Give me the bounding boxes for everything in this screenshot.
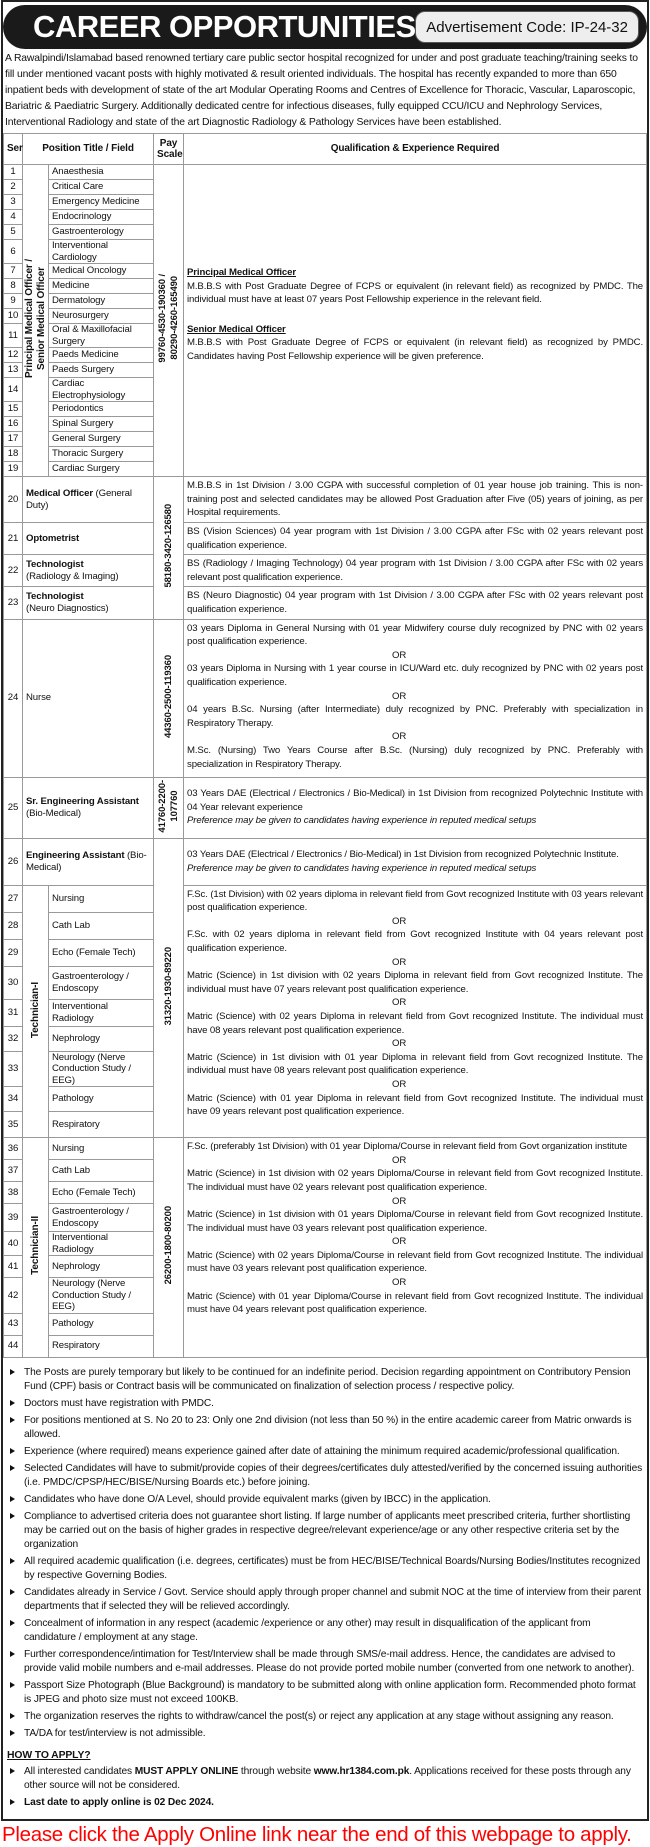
note-item: Concealment of information in any respect (academic /experience or any other) may result in disqualification of the applicant from candidature / employment at any stage. [7, 1617, 643, 1645]
field-name [49, 1278, 154, 1314]
field-name-text: Thoracic Surgery [52, 448, 124, 460]
position-title-bold: Engineering Assistant [26, 850, 125, 862]
field-name [49, 195, 154, 210]
field-name [49, 363, 154, 378]
last-date [7, 1796, 643, 1810]
preference-note: Preference may be given to candidates having experience in reputed medical setups [187, 862, 537, 874]
qualification-option: Matric (Science) in 1st division with 02 years Diploma in relevant field from Govt recognized Institute. The individual must have 07 years relevant post qualification experience. [187, 970, 643, 995]
or-separator: OR [392, 1154, 407, 1166]
field-name [49, 1112, 154, 1138]
qualification [184, 555, 647, 587]
apply-online-notice: Please click the Apply Online link near the end of this webpage to apply. [2, 1822, 632, 1846]
ser-number: 28 [4, 912, 23, 939]
qualification-option: Matric (Science) with 01 year Diploma/Course in relevant field from Govt recognized Institute. The individual must have 04 years relevant post qualification experience. [187, 1290, 643, 1316]
note-item: Doctors must have registration with PMDC. [7, 1397, 643, 1411]
qualification-text: BS (Vision Sciences) 04 year program with 1st Division / 3.00 CGPA after FSc with 02 years relevant post qualification experience. [187, 526, 643, 551]
position-subtitle: (Bio-Medical) [26, 850, 147, 873]
field-name-text: Pathology [52, 1093, 94, 1105]
field-name [49, 180, 154, 195]
ser-number: 3 [4, 195, 23, 210]
position-title-bold: Technologist [26, 591, 84, 603]
field-name-text: Nephrology [52, 1260, 100, 1272]
qualification [184, 523, 647, 555]
ser-number: 25 [4, 777, 23, 838]
note-item: All required academic qualification (i.e. degrees, certificates) must be from HEC/BISE/Technical Boards/Nursing Bodies/Institutes recognized by respective Governing Bodies. [7, 1555, 643, 1583]
field-name-text: Gastroenterology [52, 226, 124, 238]
field-name [49, 999, 154, 1026]
ser-number: 44 [4, 1335, 23, 1357]
field-name [49, 324, 154, 348]
qualification-option: Matric (Science) with 02 years Diploma/Course in relevant field from Govt recognized Institute. The individual must have 03 years relevant post qualification experience. [187, 1249, 643, 1275]
field-name-text: Medicine [52, 280, 90, 292]
pay-scale [154, 777, 184, 838]
ser-number: 31 [4, 999, 23, 1026]
or-separator: OR [392, 649, 407, 661]
pay-scale [154, 165, 184, 477]
position-title-bold: Technologist [26, 559, 84, 571]
pay-scale-text: 41760-2200- 107760 [156, 779, 180, 833]
ser-number: 16 [4, 417, 23, 432]
ser-number: 5 [4, 225, 23, 240]
field-name [49, 1138, 154, 1160]
qualification-text: M.B.B.S with Post Graduate Degree of FCPS or equivalent (in relevant field) as recognized by PMDC. Candidates having Post Fellowship experience will be given preference. [187, 337, 643, 362]
qualification [184, 838, 647, 885]
field-name [49, 165, 154, 180]
qualification-option: 04 years B.Sc. Nursing (after Intermediate) duly recognized by PNC. Preferably with specialization in Respiratory Therapy. [187, 704, 643, 729]
advertisement-code-badge: Advertisement Code: IP-24-32 [415, 11, 639, 43]
field-name [49, 210, 154, 225]
qualification-option: Matric (Science) in 1st division with 01 years Diploma/Course in relevant field from Govt recognized Institute. The individual must have 03 years relevant post qualification experience. [187, 1209, 643, 1234]
field-name [49, 966, 154, 999]
field-name-text: Echo (Female Tech) [52, 1186, 136, 1198]
field-name-text: Cardiac Electrophysiology [52, 378, 126, 401]
pay-scale-text: 58180-3420-126580 [162, 504, 174, 588]
field-name [49, 1232, 154, 1256]
ser-number: 19 [4, 462, 23, 477]
field-name [49, 309, 154, 324]
ser-number: 29 [4, 939, 23, 966]
qualification-option: Matric (Science) in 1st division with 02 years Diploma/Course in relevant field from Govt recognized Institute. The individual must have 02 years relevant post qualification experience. [187, 1168, 643, 1193]
ser-number: 10 [4, 309, 23, 324]
field-name [49, 447, 154, 462]
qualification [184, 165, 647, 477]
field-name [49, 348, 154, 363]
field-name-text: Interventional Radiology [52, 1232, 108, 1255]
notes-list [7, 1366, 643, 1741]
col-ser: Ser [4, 134, 23, 165]
ser-number: 35 [4, 1112, 23, 1138]
field-name [49, 378, 154, 402]
field-name-text: Paeds Surgery [52, 364, 114, 376]
header-banner [3, 5, 647, 49]
apply-text: . Applications received for these posts through any other source will not be considered. [24, 1765, 631, 1791]
position-group-label-text: Technician-II [29, 1216, 41, 1276]
position-title [23, 523, 154, 555]
field-name-text: Critical Care [52, 181, 104, 193]
positions-table [3, 133, 647, 1358]
or-separator: OR [392, 1195, 407, 1207]
col-pay: Pay Scale [154, 134, 184, 165]
field-name-text: Endocrinology [52, 211, 112, 223]
ser-number: 38 [4, 1182, 23, 1204]
field-name-text: Gastroenterology / Endoscopy [52, 971, 129, 994]
ser-number: 32 [4, 1026, 23, 1051]
pay-scale [154, 1138, 184, 1358]
page-title: CAREER OPPORTUNITIES [33, 9, 416, 44]
table-row [4, 838, 647, 885]
position-title [23, 619, 154, 777]
ser-number: 7 [4, 264, 23, 279]
field-name-text: Gastroenterology / Endoscopy [52, 1206, 129, 1229]
or-separator: OR [392, 731, 407, 743]
note-item: Compliance to advertised criteria does not guarantee short listing. If large number of applicants meet prescribed criteria, further shortlisting may be carried out on the basis of higher grades in respective degree/relevant experience/age or any other respective criteria set by the organization [7, 1510, 643, 1552]
table-row [4, 165, 647, 180]
ser-number: 24 [4, 619, 23, 777]
advertisement-frame [1, 0, 649, 1821]
field-name [49, 264, 154, 279]
ser-number: 41 [4, 1256, 23, 1278]
field-name-text: Neurosurgery [52, 310, 109, 322]
field-name-text: Respiratory [52, 1340, 100, 1352]
or-separator: OR [392, 1236, 407, 1248]
or-separator: OR [392, 956, 407, 968]
table-row [4, 477, 647, 523]
qualification-option: Matric (Science) in 1st division with 01 year Diploma in relevant field from Govt recognized Institute. The individual must have 08 years relevant post qualification experience. [187, 1051, 643, 1077]
table-row [4, 555, 647, 587]
qualification-option: 03 years Diploma in General Nursing with 01 year Midwifery course duly recognized by PNC with 02 years post qualification experience. [187, 622, 643, 648]
ser-number: 43 [4, 1313, 23, 1335]
field-name-text: Oral & Maxillofacial Surgery [52, 324, 132, 347]
pay-scale-text: 26200-1800-80200 [162, 1206, 174, 1285]
ser-number: 9 [4, 294, 23, 309]
position-title-bold: Medical Officer [26, 488, 93, 499]
qualification-text: M.B.B.S with Post Graduate Degree of FCPS or equivalent (in relevant field) as recognized by PMDC. The individual must have at least 07 years Post Fellowship experience in the relevant field. [187, 280, 643, 306]
ser-number: 27 [4, 885, 23, 912]
ser-number: 4 [4, 210, 23, 225]
field-name-text: Interventional Radiology [52, 1001, 108, 1024]
position-group-label-text: Principal Medical Officer / Senior Medical Officer [23, 259, 47, 379]
field-name-text: Pathology [52, 1318, 94, 1330]
note-item: Candidates who have done O/A Level, should provide equivalent marks (given by IBCC) in the application. [7, 1493, 643, 1507]
position-title [23, 777, 154, 838]
intro-paragraph: A Rawalpindi/Islamabad based renowned tertiary care public sector hospital recognized for under and post graduate teaching/training seeks to fill under mentioned vacant posts with highly motivated & result oriented individuals. The hospital has recently expanded to more than 650 inpatient beds with development of state of the art Modular Operating Rooms and Centres of Excellence for Thoracic, Vascular, Laparoscopic, Bariatric & Paediatric Surgery. Additionally dedicated centre for infectious diseases, fully equipped CCU/ICU and Nephrology Services, Interventional Radiology and state of the art Diagnostic Radiology & Pathology Services have been established. [5, 53, 638, 128]
ser-number: 21 [4, 523, 23, 555]
field-name [49, 912, 154, 939]
field-name [49, 417, 154, 432]
qualification-option: F.Sc. (1st Division) with 02 years diploma in relevant field from Govt recognized Institute with 03 years relevant post qualification experience. [187, 888, 643, 914]
field-name [49, 462, 154, 477]
field-name [49, 225, 154, 240]
position-subtitle: (Radiology & Imaging) [26, 570, 119, 582]
field-name-text: Cardiac Surgery [52, 463, 120, 475]
how-to-apply-heading: HOW TO APPLY? [7, 1749, 91, 1761]
ser-number: 1 [4, 165, 23, 180]
ser-number: 17 [4, 432, 23, 447]
qualification [184, 587, 647, 619]
field-name [49, 1026, 154, 1051]
field-name-text: Spinal Surgery [52, 418, 114, 430]
apply-text: through website [238, 1765, 314, 1777]
ser-number: 18 [4, 447, 23, 462]
ser-number: 15 [4, 402, 23, 417]
or-separator: OR [392, 1277, 407, 1289]
col-position: Position Title / Field [23, 134, 154, 165]
field-name [49, 432, 154, 447]
website-link[interactable]: www.hr1384.com.pk [313, 1765, 410, 1777]
preference-note: Preference may be given to candidates having experience in reputed medical setups [187, 815, 537, 827]
ser-number: 40 [4, 1232, 23, 1256]
qualification-option: M.Sc. (Nursing) Two Years Course after B.Sc. (Nursing) duly recognized by PNC. Preferably with specialization in Respiratory Therapy. [187, 744, 643, 770]
pay-scale-text: 99760-4530-190360 / 80290-4260-165490 [156, 274, 180, 364]
qualification-option: F.Sc. with 02 years diploma in relevant field from Govt recognized Institute with 04 years relevant post qualification experience. [187, 929, 643, 954]
field-name-text: Neurology (Nerve Conduction Study / EEG) [52, 1278, 131, 1313]
ser-number: 37 [4, 1160, 23, 1182]
field-name-text: Nursing [52, 892, 85, 904]
position-title [23, 555, 154, 587]
position-subtitle: (General Duty) [26, 488, 132, 511]
field-name-text: Respiratory [52, 1118, 100, 1130]
note-item: The organization reserves the rights to withdraw/cancel the post(s) or reject any application at any stage without assigning any reason. [7, 1710, 643, 1724]
field-name [49, 1182, 154, 1204]
qualification-text: M.B.B.S in 1st Division / 3.00 CGPA with successful completion of 01 year house job training. This is non-training post and selected candidates may be allowed Post Graduation after Five (05) years of joining, as per Hospital requirements. [187, 480, 643, 519]
qualification-option: F.Sc. (preferably 1st Division) with 01 year Diploma/Course in relevant field from Govt organization institute [187, 1141, 628, 1153]
position-group-label [23, 165, 49, 477]
field-name [49, 1051, 154, 1087]
table-row [4, 777, 647, 838]
or-separator: OR [392, 690, 407, 702]
qualification [184, 885, 647, 1138]
apply-instruction [7, 1765, 643, 1793]
or-separator: OR [392, 997, 407, 1009]
pay-scale-text: 44360-2500-119360 [162, 654, 174, 738]
ser-number: 30 [4, 966, 23, 999]
field-name-text: Dermatology [52, 295, 106, 307]
col-qualification: Qualification & Experience Required [184, 134, 647, 165]
ser-number: 14 [4, 378, 23, 402]
note-item: Selected Candidates will have to submit/provide copies of their degrees/certificates duly attested/verified by the concerned issuing authorities (i.e. PMDC/CPSP/HEC/BISE/Nursing Boards etc.) before joining. [7, 1462, 643, 1490]
ser-number: 42 [4, 1278, 23, 1314]
or-separator: OR [392, 915, 407, 927]
qualification [184, 777, 647, 838]
ser-number: 22 [4, 555, 23, 587]
field-name [49, 279, 154, 294]
field-name [49, 294, 154, 309]
field-name-text: Neurology (Nerve Conduction Study / EEG) [52, 1051, 131, 1086]
qualification-option: 03 years Diploma in Nursing with 1 year course in ICU/Ward etc. duly recognized by PNC with 02 years post qualification experience. [187, 663, 643, 688]
field-name [49, 1335, 154, 1357]
ser-number: 39 [4, 1204, 23, 1232]
note-item: Candidates already in Service / Govt. Service should apply through proper channel and submit NOC at the time of interview from their parent departments that if selected they will be relieved accordingly. [7, 1586, 643, 1614]
field-name [49, 1204, 154, 1232]
ser-number: 11 [4, 324, 23, 348]
position-title [23, 477, 154, 523]
last-date-text: Last date to apply online is 02 Dec 2024. [24, 1796, 214, 1808]
qualification [184, 1138, 647, 1358]
position-group-label [23, 885, 49, 1138]
field-name-text: Paeds Medicine [52, 349, 119, 361]
field-name-text: General Surgery [52, 433, 121, 445]
position-subtitle: (Bio-Medical) [26, 807, 81, 819]
note-item: For positions mentioned at S. No 20 to 23: Only one 2nd division (not less than 50 %) in the entire academic career from Matric onwards is allowed. [7, 1414, 643, 1442]
qualification-text: BS (Neuro Diagnostic) 04 year program with 1st Division / 3.00 CGPA after FSc with 02 years relevant post qualification experience. [187, 590, 643, 615]
ser-number: 6 [4, 240, 23, 264]
ser-number: 36 [4, 1138, 23, 1160]
table-row [4, 619, 647, 777]
ser-number: 23 [4, 587, 23, 619]
ser-number: 2 [4, 180, 23, 195]
ser-number: 13 [4, 363, 23, 378]
pay-scale [154, 838, 184, 1138]
qualification-text: BS (Radiology / Imaging Technology) 04 year program with 1st Division / 3.00 CGPA after FSc with 02 years relevant post qualification experience. [187, 558, 643, 583]
or-separator: OR [392, 1038, 407, 1050]
qualification [184, 477, 647, 523]
ser-number: 34 [4, 1087, 23, 1112]
note-item: The Posts are purely temporary but likely to be continued for an indefinite period. Decision regarding appointment on Contributory Pension Fund (CPF) basis or Contract basis will be communicated on finalization of selection process / respective policy. [7, 1366, 643, 1394]
table-row [4, 587, 647, 619]
position-title-text: Nurse [26, 692, 51, 704]
apply-text: All interested candidates [24, 1765, 135, 1777]
note-item: Experience (where required) means experience gained after date of attaining the minimum required academic/professional qualification. [7, 1445, 643, 1459]
ser-number: 12 [4, 348, 23, 363]
ser-number: 20 [4, 477, 23, 523]
note-item: Passport Size Photograph (Blue Background) is mandatory to be submitted along with online application form. Recommended photo format is JPEG and photo size must not exceed 100KB. [7, 1679, 643, 1707]
field-name-text: Cath Lab [52, 919, 90, 931]
pay-scale [154, 477, 184, 620]
field-name [49, 1313, 154, 1335]
field-name-text: Cath Lab [52, 1164, 90, 1176]
apply-online-emphasis: MUST APPLY ONLINE [134, 1765, 239, 1777]
table-header-row [4, 134, 647, 165]
position-title [23, 838, 154, 885]
qualification-heading: Principal Medical Officer [187, 267, 296, 279]
field-name-text: Medical Oncology [52, 265, 127, 277]
notes-section [7, 1366, 643, 1810]
ser-number: 8 [4, 279, 23, 294]
note-item: TA/DA for test/interview is not admissible. [7, 1727, 643, 1741]
field-name-text: Echo (Female Tech) [52, 946, 136, 958]
qualification-text: 03 Years DAE (Electrical / Electronics / Bio-Medical) in 1st Division from recognized Polytechnic Institute with 04 Year relevant experience [187, 788, 643, 813]
qualification-option: Matric (Science) with 01 year Diploma in relevant field from Govt recognized Institute. The individual must have 09 years relevant post qualification experience. [187, 1092, 643, 1118]
position-title [23, 587, 154, 619]
field-name-text: Interventional Cardiology [52, 240, 108, 263]
field-name-text: Nephrology [52, 1032, 100, 1044]
field-name [49, 1256, 154, 1278]
field-name [49, 939, 154, 966]
position-title-bold: Sr. Engineering Assistant [26, 796, 139, 808]
field-name-text: Nursing [52, 1142, 85, 1154]
qualification-heading: Senior Medical Officer [187, 323, 286, 335]
qualification-text: 03 Years DAE (Electrical / Electronics / Bio-Medical) in 1st Division from recognized Polytechnic Institute. [187, 849, 619, 861]
field-name-text: Periodontics [52, 403, 104, 415]
table-row [4, 523, 647, 555]
ser-number: 33 [4, 1051, 23, 1087]
pay-scale-text: 31320-1930-89220 [162, 946, 174, 1026]
pay-scale [154, 619, 184, 777]
qualification [184, 619, 647, 777]
field-name [49, 240, 154, 264]
field-name [49, 1087, 154, 1112]
position-group-label-text: Technician-I [29, 981, 41, 1038]
field-name-text: Emergency Medicine [52, 196, 140, 208]
position-group-label [23, 1138, 49, 1358]
table-row [4, 885, 647, 912]
position-subtitle: (Neuro Diagnostics) [26, 602, 109, 614]
note-item: Further correspondence/intimation for Test/Interview shall be made through SMS/e-mail address. Hence, the candidates are advised to provide valid mobile numbers and e-mail addresses. Please do not provide ported mobile number (converted from one network to another). [7, 1648, 643, 1676]
field-name [49, 1160, 154, 1182]
or-separator: OR [392, 1078, 407, 1090]
ser-number: 26 [4, 838, 23, 885]
qualification-option: Matric (Science) with 02 years Diploma in relevant field from Govt recognized Institute. The individual must have 08 years relevant post qualification experience. [187, 1010, 643, 1036]
table-row [4, 1138, 647, 1160]
field-name [49, 402, 154, 417]
field-name-text: Anaesthesia [52, 166, 104, 178]
position-title-bold: Optometrist [26, 532, 80, 544]
field-name [49, 885, 154, 912]
